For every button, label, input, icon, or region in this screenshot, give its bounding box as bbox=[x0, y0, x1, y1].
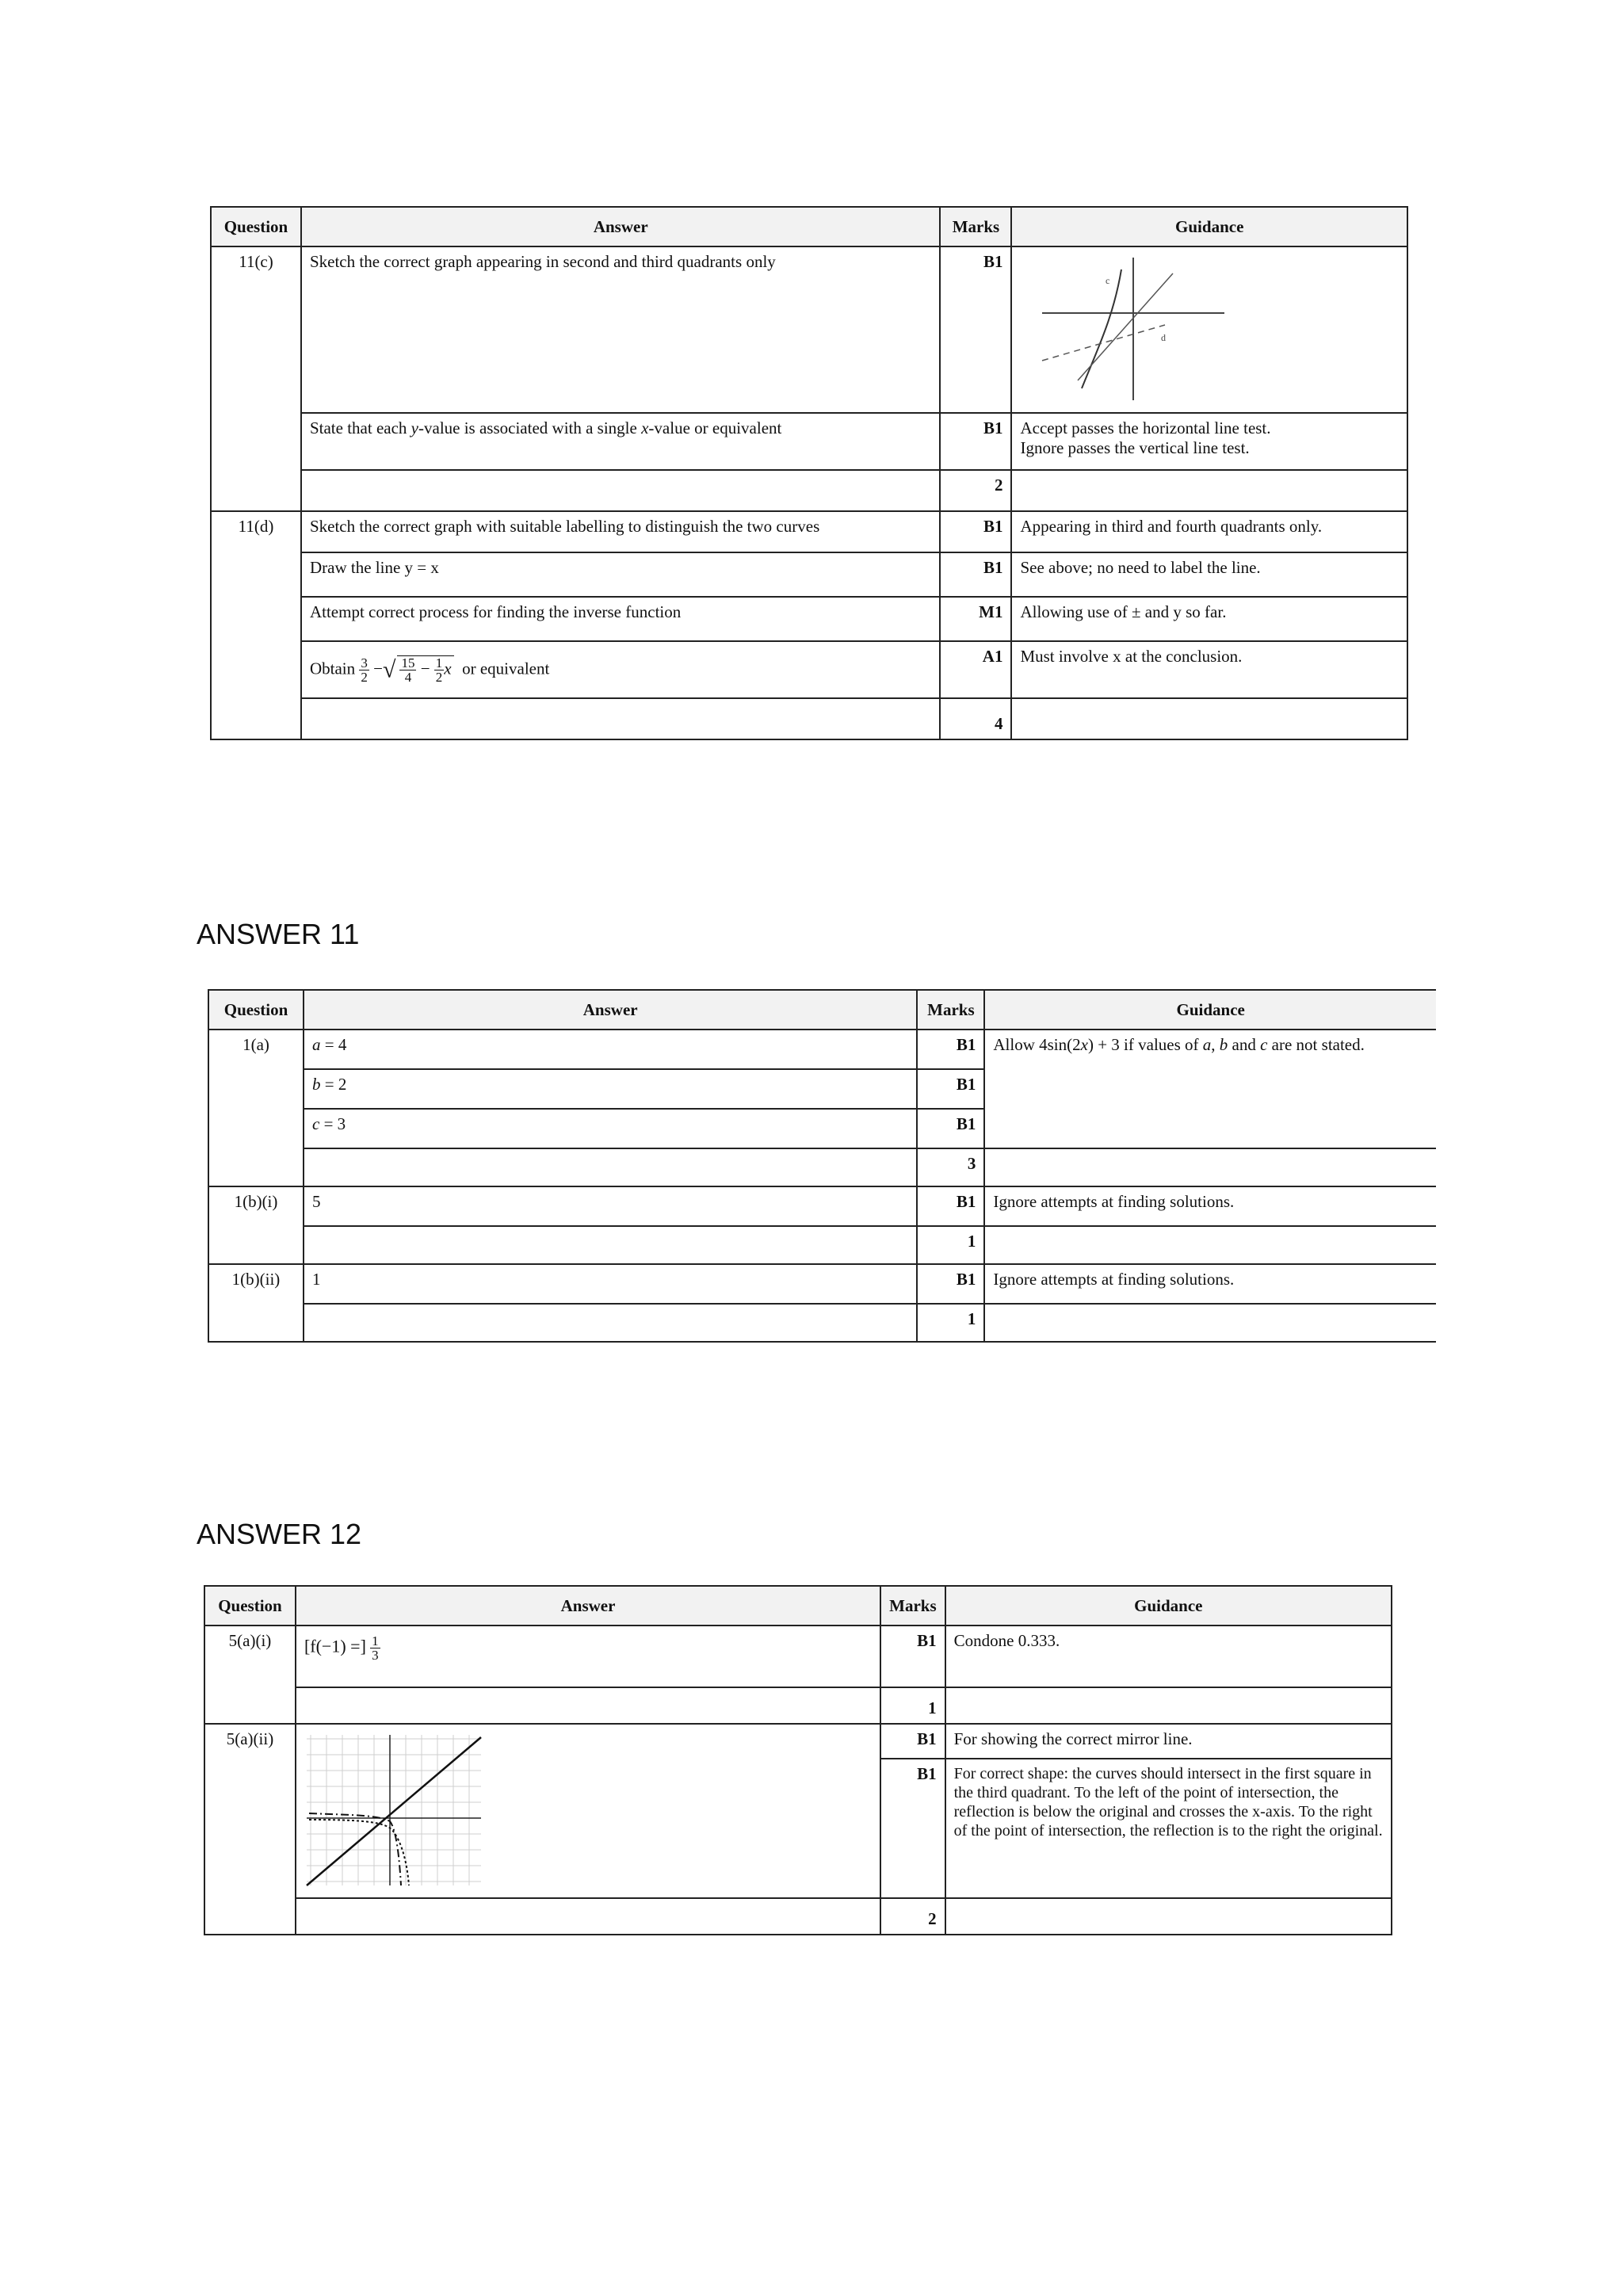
answer-cell bbox=[301, 698, 941, 739]
marks-header: Marks bbox=[940, 207, 1011, 246]
radicand: $\frac{15}{4}$ − $\frac{1}{2}$ x bbox=[397, 655, 453, 684]
table-row bbox=[204, 1724, 1392, 1759]
table-row bbox=[211, 511, 1407, 552]
guidance-header: Guidance bbox=[1011, 207, 1407, 246]
mark-total-cell: 1 bbox=[880, 1687, 945, 1724]
guidance-cell: Ignore attempts at finding solutions. bbox=[984, 1186, 1436, 1226]
table-row bbox=[208, 1304, 1436, 1342]
table-row bbox=[208, 1030, 1436, 1069]
mark-total-cell: 3 bbox=[917, 1148, 984, 1186]
answer-cell: b = 2 bbox=[304, 1069, 917, 1109]
guidance-sketch-cell bbox=[1011, 246, 1407, 413]
answer-cell: Obtain $\frac{3}{2}$ −√ $\frac{15}{4}$ − $\frac{1}{2}$ x or equivalent bbox=[301, 641, 941, 698]
answer-cell bbox=[304, 1304, 917, 1342]
guidance-line: Accept passes the horizontal line test. bbox=[1020, 418, 1271, 437]
answer-cell bbox=[304, 1226, 917, 1264]
question-cell: 5(a)(ii) bbox=[204, 1724, 296, 1935]
question-cell: 5(a)(i) bbox=[204, 1626, 296, 1724]
handdrawn-graph-sketch bbox=[1034, 254, 1224, 404]
guidance-cell: For correct shape: the curves should intersect in the first square in the third quadrant. To the left of the point of intersection, the reflection is below the original and crosses the x-axis. To the right of the point of intersection, the reflection is to the right the original. bbox=[945, 1759, 1392, 1898]
marks-header: Marks bbox=[917, 990, 984, 1030]
answer-graph-cell bbox=[296, 1724, 880, 1898]
guidance-cell bbox=[1011, 470, 1407, 511]
guidance-cell bbox=[984, 1304, 1436, 1342]
mark-cell: B1 bbox=[917, 1069, 984, 1109]
guidance-header: Guidance bbox=[945, 1586, 1392, 1626]
answer-cell bbox=[304, 1148, 917, 1186]
mark-total-cell: 4 bbox=[940, 698, 1011, 739]
answer-prefix: Obtain bbox=[309, 659, 356, 678]
question-header: Question bbox=[211, 207, 301, 246]
mark-cell: A1 bbox=[940, 641, 1011, 698]
mark-scheme-table-1 bbox=[208, 989, 1436, 1343]
mark-total-cell: 2 bbox=[880, 1898, 945, 1935]
table-row bbox=[204, 1687, 1392, 1724]
guidance-cell: Allow 4sin(2x) + 3 if values of a, b and c are not stated. bbox=[984, 1030, 1436, 1148]
mark-cell: B1 bbox=[917, 1264, 984, 1304]
answer-cell: Sketch the correct graph with suitable labelling to distinguish the two curves bbox=[301, 511, 941, 552]
guidance-cell bbox=[984, 1226, 1436, 1264]
answer-cell bbox=[296, 1687, 880, 1724]
question-cell: 1(b)(ii) bbox=[208, 1264, 304, 1342]
answer-suffix: or equivalent bbox=[462, 659, 550, 678]
answer-cell: a = 4 bbox=[304, 1030, 917, 1069]
svg-text:d: d bbox=[1161, 332, 1167, 343]
table-row bbox=[211, 597, 1407, 641]
guidance-cell bbox=[945, 1898, 1392, 1935]
answer-cell: 5 bbox=[304, 1186, 917, 1226]
answer-cell: Draw the line y = x bbox=[301, 552, 941, 597]
question-cell: 1(b)(i) bbox=[208, 1186, 304, 1264]
mark-total-cell: 1 bbox=[917, 1304, 984, 1342]
guidance-cell bbox=[945, 1687, 1392, 1724]
question-header: Question bbox=[208, 990, 304, 1030]
mark-cell: B1 bbox=[940, 552, 1011, 597]
answer-header: Answer bbox=[304, 990, 917, 1030]
answer-12-heading: ANSWER 12 bbox=[197, 1518, 362, 1550]
mark-cell: B1 bbox=[940, 413, 1011, 470]
answer-cell: c = 3 bbox=[304, 1109, 917, 1148]
table-row bbox=[211, 641, 1407, 698]
mark-total-cell: 2 bbox=[940, 470, 1011, 511]
table-row bbox=[211, 413, 1407, 470]
guidance-line: Ignore passes the vertical line test. bbox=[1020, 438, 1250, 457]
mark-cell: B1 bbox=[940, 511, 1011, 552]
guidance-header: Guidance bbox=[984, 990, 1436, 1030]
question-cell: 1(a) bbox=[208, 1030, 304, 1186]
mark-cell: B1 bbox=[940, 246, 1011, 413]
table-row bbox=[211, 698, 1407, 739]
guidance-cell: Allowing use of ± and y so far. bbox=[1011, 597, 1407, 641]
table-row bbox=[208, 1226, 1436, 1264]
mark-cell: M1 bbox=[940, 597, 1011, 641]
table-row bbox=[211, 246, 1407, 413]
question-cell: 11(d) bbox=[211, 511, 301, 739]
mark-total-cell: 1 bbox=[917, 1226, 984, 1264]
mark-cell: B1 bbox=[880, 1626, 945, 1687]
table-row bbox=[204, 1626, 1392, 1687]
guidance-cell bbox=[1011, 413, 1407, 470]
mark-cell: B1 bbox=[917, 1109, 984, 1148]
answer-header: Answer bbox=[296, 1586, 880, 1626]
guidance-cell: Must involve x at the conclusion. bbox=[1011, 641, 1407, 698]
guidance-cell bbox=[984, 1148, 1436, 1186]
guidance-cell: Appearing in third and fourth quadrants only. bbox=[1011, 511, 1407, 552]
answer-cell: 1 bbox=[304, 1264, 917, 1304]
mark-cell: B1 bbox=[880, 1759, 945, 1898]
answer-header: Answer bbox=[301, 207, 941, 246]
answer-cell: State that each y-value is associated with a single x-value or equivalent bbox=[301, 413, 941, 470]
answer-cell bbox=[296, 1626, 880, 1687]
guidance-cell: Condone 0.333. bbox=[945, 1626, 1392, 1687]
mark-scheme-table-5 bbox=[204, 1585, 1392, 1935]
mark-cell: B1 bbox=[917, 1030, 984, 1069]
table-row bbox=[208, 1186, 1436, 1226]
reflection-graph bbox=[303, 1731, 485, 1889]
fraction: $\frac{1}{3}$ bbox=[372, 1633, 379, 1663]
table-row bbox=[208, 1148, 1436, 1186]
table-row bbox=[211, 470, 1407, 511]
sqrt-sign: √ bbox=[382, 656, 396, 683]
mark-scheme-table-11 bbox=[210, 206, 1408, 740]
table-row bbox=[208, 1264, 1436, 1304]
guidance-cell: Ignore attempts at finding solutions. bbox=[984, 1264, 1436, 1304]
answer-expression: [f(−1) =] bbox=[304, 1636, 366, 1656]
guidance-cell: For showing the correct mirror line. bbox=[945, 1724, 1392, 1759]
guidance-cell: See above; no need to label the line. bbox=[1011, 552, 1407, 597]
table-row bbox=[204, 1898, 1392, 1935]
table-row bbox=[211, 552, 1407, 597]
question-cell: 11(c) bbox=[211, 246, 301, 511]
question-header: Question bbox=[204, 1586, 296, 1626]
answer-cell bbox=[301, 470, 941, 511]
mark-cell: B1 bbox=[880, 1724, 945, 1759]
svg-text:c: c bbox=[1106, 275, 1110, 286]
answer-cell: Sketch the correct graph appearing in second and third quadrants only bbox=[301, 246, 941, 413]
answer-11-heading: ANSWER 11 bbox=[197, 918, 360, 950]
marks-header: Marks bbox=[880, 1586, 945, 1626]
answer-cell: Attempt correct process for finding the inverse function bbox=[301, 597, 941, 641]
answer-cell bbox=[296, 1898, 880, 1935]
fraction: $\frac{3}{2}$ bbox=[361, 655, 368, 685]
mark-cell: B1 bbox=[917, 1186, 984, 1226]
guidance-cell bbox=[1011, 698, 1407, 739]
